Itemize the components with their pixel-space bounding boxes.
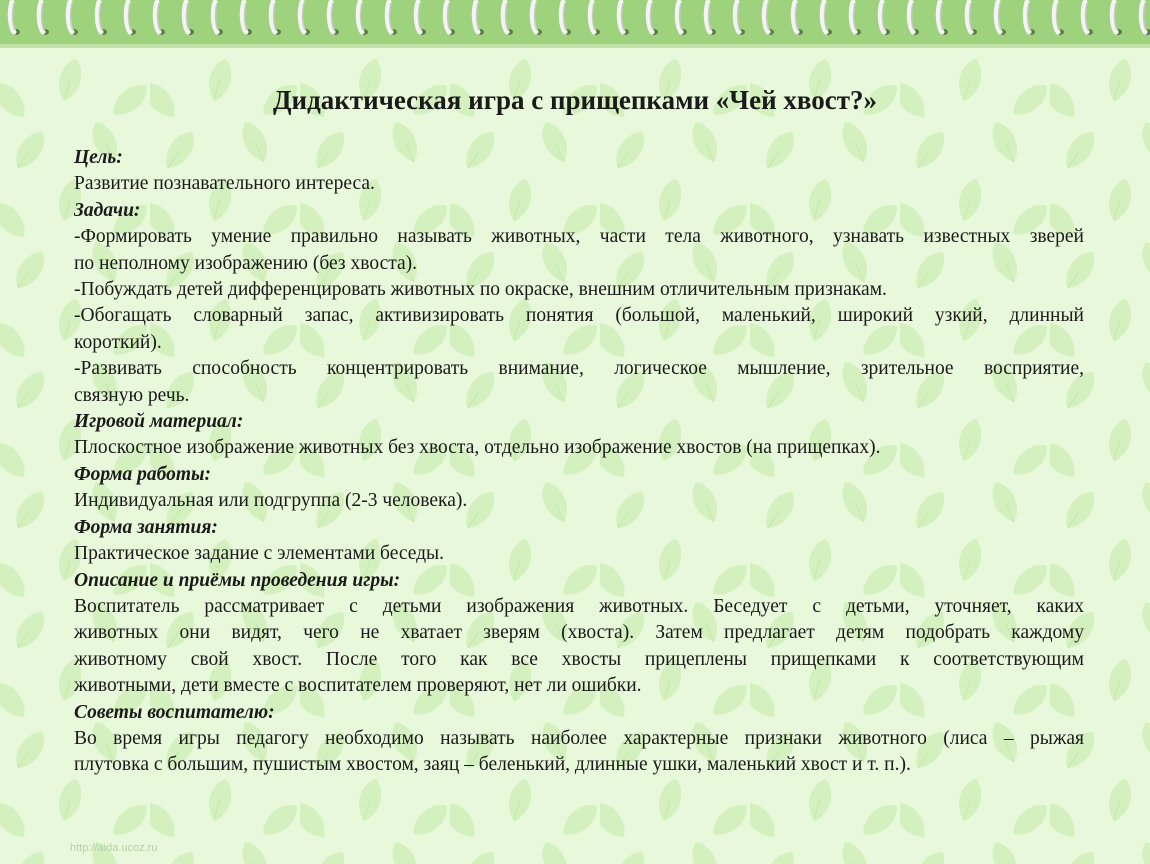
description-heading: Описание и приёмы проведения игры: <box>74 569 401 591</box>
watermark-url: http://aida.ucoz.ru <box>70 842 158 854</box>
advice-line-2: плутовка с большим, пушистым хвостом, заяц – беленький, длинные ушки, маленький хвост и т. п.). <box>74 754 911 776</box>
task-4-line-1: -Развивать способность концентрировать внимание, логическое мышление, зрительное восприятие, <box>74 358 1084 380</box>
document-body <box>74 145 1084 779</box>
task-4-line-2: связную речь. <box>74 384 190 406</box>
task-1-line-2: по неполному изображению (без хвоста). <box>74 252 418 274</box>
tasks-heading: Задачи: <box>74 199 141 221</box>
work-form-text: Индивидуальная или подгруппа (2-3 человека). <box>74 490 468 512</box>
material-text: Плоскостное изображение животных без хвоста, отдельно изображение хвостов (на прищепках). <box>74 437 881 459</box>
advice-heading: Советы воспитателю: <box>74 701 275 723</box>
goal-text: Развитие познавательного интереса. <box>74 173 375 195</box>
task-2: -Побуждать детей дифференцировать животных по окраске, внешним отличительным признакам. <box>74 279 887 301</box>
material-heading: Игровой материал: <box>74 411 244 433</box>
lesson-form-heading: Форма занятия: <box>74 516 218 538</box>
description-line-4: животными, дети вместе с воспитателем проверяют, нет ли ошибки. <box>74 675 642 697</box>
work-form-heading: Форма работы: <box>74 463 212 485</box>
lesson-form-text: Практическое задание с элементами беседы. <box>74 543 445 565</box>
task-1-line-1: -Формировать умение правильно называть животных, части тела животного, узнавать известных зверей <box>74 226 1084 248</box>
description-line-3: животному свой хвост. После того как все хвосты прицеплены прищепками к соответствующим <box>74 648 1084 670</box>
goal-heading: Цель: <box>74 147 123 168</box>
page-title: Дидактическая игра с прищепками «Чей хвост?» <box>272 85 878 115</box>
task-3-line-1: -Обогащать словарный запас, активизировать понятия (большой, маленький, широкий узкий, длинный <box>74 305 1084 327</box>
task-3-line-2: короткий). <box>74 331 162 353</box>
description-line-2: животных они видят, чего не хватает зверям (хвоста). Затем предлагает детям подобрать каждому <box>74 622 1084 644</box>
description-line-1: Воспитатель рассматривает с детьми изображения животных. Беседует с детьми, уточняет, каких <box>74 595 1084 617</box>
advice-line-1: Во время игры педагогу необходимо называть наиболее характерные признаки животного (лиса – рыжая <box>74 727 1084 749</box>
